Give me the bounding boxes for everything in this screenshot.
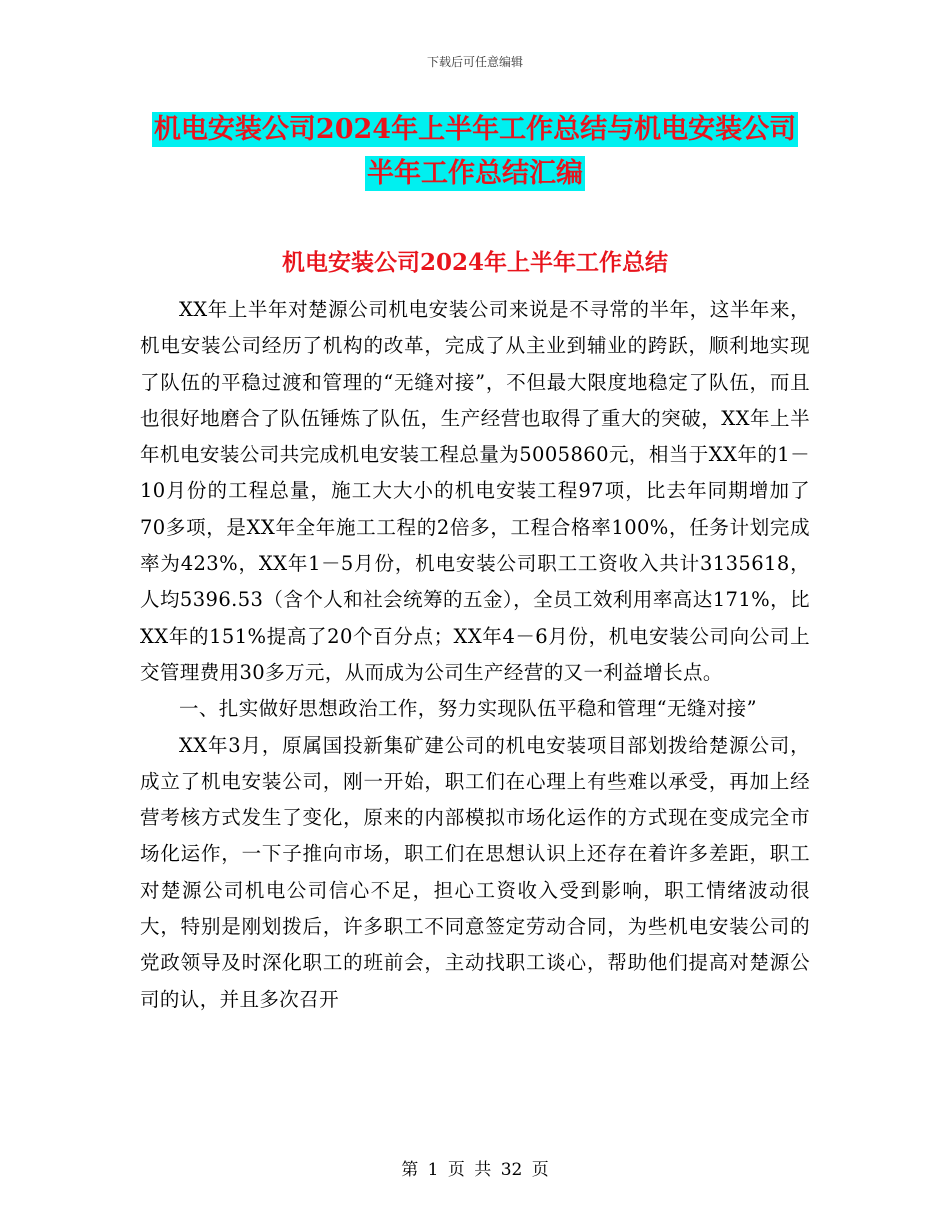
document-title-text-1: 机电安装公司2024年上半年工作总结与机电安装公司	[153, 114, 797, 145]
document-body	[140, 292, 810, 1018]
page-header-note: 下载后可任意编辑	[426, 55, 523, 69]
paragraph: XX年上半年对楚源公司机电安装公司来说是不寻常的半年，这半年来，机电安装公司经历了机构的改革，完成了从主业到辅业的跨跃，顺利地实现了队伍的平稳过渡和管理的“无缝对接”，不但最大限度地稳定了队伍，而且也很好地磨合了队伍锤炼了队伍，生产经营也取得了重大的突破，XX年上半年机电安装公司共完成机电安装工程总量为5005860元，相当于XX年的1－10月份的工程总量，施工大大小的机电安装工程97项，比去年同期增加了70多项，是XX年全年施工工程的2倍多，工程合格率100%，任务计划完成率为423%，XX年1－5月份，机电安装公司职工工资收入共计3135618，人均5396.53（含个人和社会统筹的五金），全员工效利用率高达171%，比XX年的151%提高了20个百分点；XX年4－6月份，机电安装公司向公司上交管理费用30多万元，从而成为公司生产经营的又一利益增长点。	[140, 298, 810, 684]
document-title-line-1	[0, 108, 950, 152]
document-title-line-2	[0, 152, 950, 196]
paragraph-heading: 一、扎实做好思想政治工作，努力实现队伍平稳和管理“无缝对接”	[179, 697, 757, 721]
document-title-text-2: 半年工作总结汇编	[367, 158, 583, 189]
paragraph: XX年3月，原属国投新集矿建公司的机电安装项目部划拨给楚源公司，成立了机电安装公司，刚一开始，职工们在心理上有些难以承受，再加上经营考核方式发生了变化，原来的内部模拟市场化运作的方式现在变成完全市场化运作，一下子推向市场，职工们在思想认识上还存在着许多差距，职工对楚源公司机电公司信心不足，担心工资收入受到影响，职工情绪波动很大，特别是刚划拨后，许多职工不同意签定劳动合同，为些机电安装公司的党政领导及时深化职工的班前会，主动找职工谈心，帮助他们提高对楚源公司的认，并且多次召开	[140, 733, 810, 1011]
section-title: 机电安装公司2024年上半年工作总结	[281, 249, 668, 276]
page-footer: 第 1 页 共 32 页	[401, 1160, 549, 1180]
